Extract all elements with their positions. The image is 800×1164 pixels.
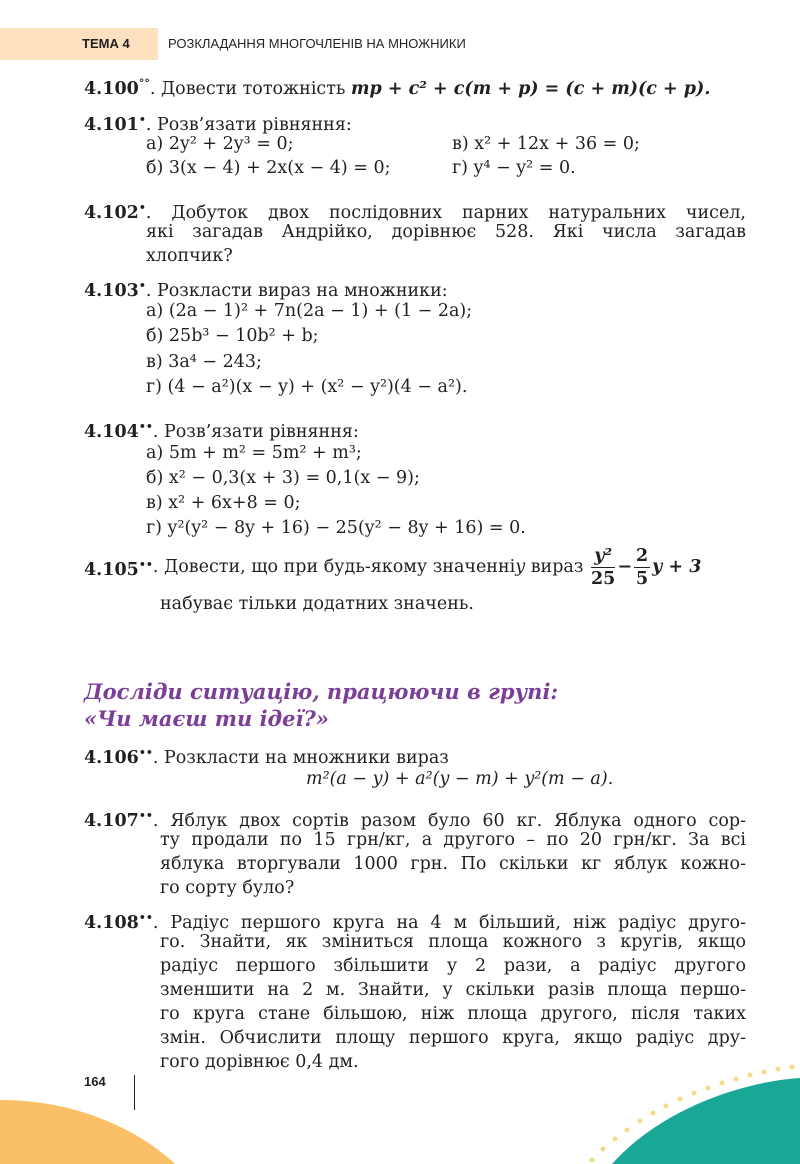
problem-4-107-line4: го сорту було?: [160, 878, 295, 898]
expression-c: в) 3a⁴ − 243;: [146, 352, 262, 372]
problem-4-104: 4.104••. Розв’язати рівняння:: [84, 420, 359, 442]
factor-expression: m²(a − y) + a²(y − m) + y²(m − a).: [306, 769, 614, 789]
expression-a: а) (2a − 1)² + 7n(2a − 1) + (1 − 2a);: [146, 301, 473, 321]
problem-4-103: 4.103•. Розкласти вираз на множники:: [84, 279, 448, 301]
problem-number: 4.103•: [84, 279, 146, 301]
equation-c: в) x² + 6x+8 = 0;: [146, 493, 301, 513]
fraction-y2-over-25: $\frac{\text{y²}}{25}$: [590, 545, 616, 589]
identity-formula: mp + c² + c(m + p) = (c + m)(c + p).: [351, 78, 711, 99]
problem-number: 4.100°°: [84, 77, 150, 99]
problem-number: 4.108••: [84, 911, 153, 933]
expression-b: б) 25b³ − 10b² + b;: [146, 326, 319, 346]
problem-4-108-line3: радіус першого збільшити у 2 рази, а радіус другого: [160, 956, 746, 976]
problem-4-102-line1: 4.102•. Добуток двох послідовних парних натуральних чисел,: [84, 201, 746, 223]
topic-label: ТЕМА 4: [82, 36, 130, 51]
chapter-title: РОЗКЛАДАННЯ МНОГОЧЛЕНІВ НА МНОЖНИКИ: [168, 36, 466, 51]
problem-number: 4.106••: [84, 746, 153, 768]
equation-c: в) x² + 12x + 36 = 0;: [452, 134, 640, 154]
problem-4-108-line6: змін. Обчислити площу першого круга, якщо радіус дру-: [160, 1028, 746, 1048]
footer-divider: [134, 1075, 135, 1110]
problem-4-102-line3: хлопчик?: [146, 246, 233, 266]
problem-4-102-line2: які загадав Андрійко, дорівнює 528. Які числа загадав: [146, 222, 746, 242]
problem-4-108-line4: зменшити на 2 м. Знайти, у скільки разів площа першо-: [160, 980, 746, 1000]
problem-4-108-line1: 4.108••. Радіус першого круга на 4 м більший, ніж радіус друго-: [84, 911, 746, 933]
problem-4-106: 4.106••. Розкласти на множники вираз: [84, 746, 449, 768]
problem-number: 4.102•: [84, 201, 146, 223]
equation-d: г) y²(y² − 8y + 16) − 25(y² − 8y + 16) = 0.: [146, 518, 526, 538]
problem-4-108-line2: го. Знайти, як зміниться площа кожного з кругів, якщо: [160, 932, 746, 952]
problem-4-108-line7: гого дорівнює 0,4 дм.: [160, 1052, 359, 1072]
problem-4-108-line5: го круга стане більшою, ніж площа другого, після таких: [160, 1004, 746, 1024]
problem-4-105: 4.105•• . Довести, що при будь-якому значенні y вираз $\frac{\text{y²}}{25}$ − $\frac{2}{5}$ y + 3: [84, 545, 702, 589]
section-title: Досліди ситуацію, працюючи в групі: «Чи маєш ти ідеї?»: [84, 679, 559, 731]
equation-a: а) 5m + m² = 5m² + m³;: [146, 443, 362, 463]
problem-4-101: 4.101•. Розв’язати рівняння:: [84, 113, 352, 135]
problem-4-105-line2: набуває тільки додатних значень.: [160, 594, 474, 614]
equation-a: а) 2y² + 2y³ = 0;: [146, 134, 294, 154]
problem-number: 4.104••: [84, 420, 153, 442]
fraction-2-over-5: $\frac{2}{5}$: [635, 545, 649, 589]
equation-b: б) 3(x − 4) + 2x(x − 4) = 0;: [146, 158, 391, 178]
problem-4-107-line2: ту продали по 15 грн/кг, а другого – по 20 грн/кг. За всі: [160, 830, 746, 850]
expression-d: г) (4 − a²)(x − y) + (x² − y²)(4 − a²).: [146, 377, 468, 397]
page-number: 164: [84, 1074, 106, 1089]
problem-4-100: 4.100°°. Довести тотожність mp + c² + c(m + p) = (c + m)(c + p).: [84, 77, 711, 99]
equation-d: г) y⁴ − y² = 0.: [452, 158, 576, 178]
problem-number: 4.105••: [84, 557, 153, 580]
equation-b: б) x² − 0,3(x + 3) = 0,1(x − 9);: [146, 468, 420, 488]
problem-number: 4.107••: [84, 809, 153, 831]
problem-4-107-line1: 4.107••. Яблук двох сортів разом було 60 кг. Яблука одного сор-: [84, 809, 746, 831]
problem-number: 4.101•: [84, 113, 146, 135]
problem-4-107-line3: яблука вторгували 1000 грн. По скільки кг яблук кожно-: [160, 854, 746, 874]
